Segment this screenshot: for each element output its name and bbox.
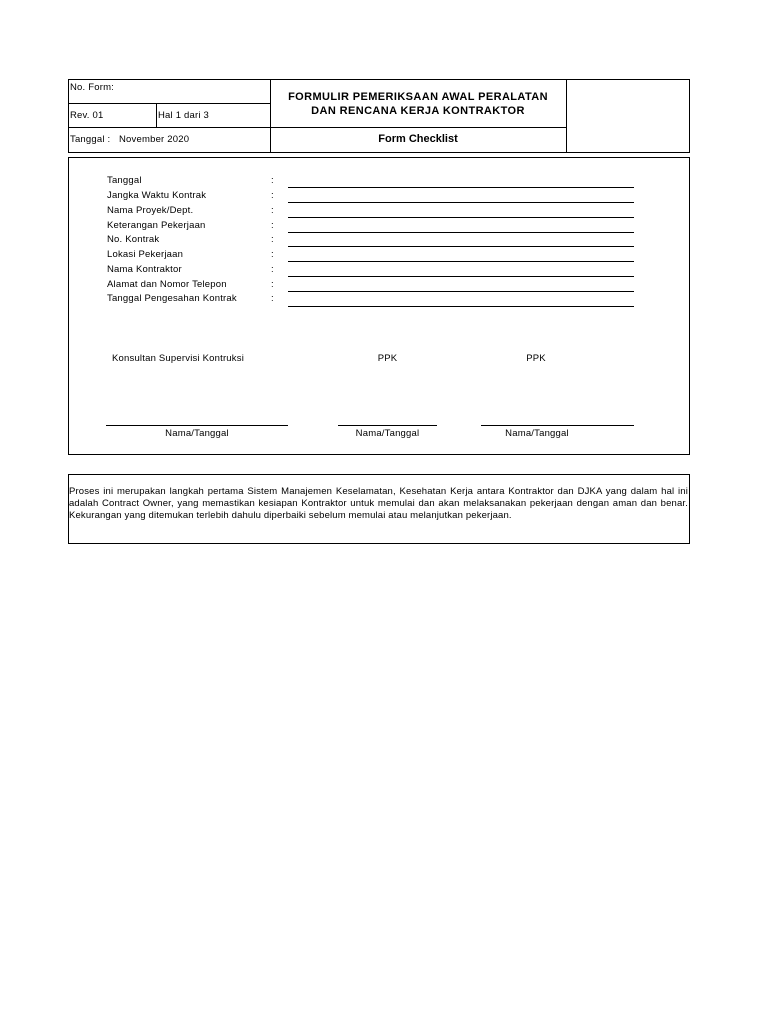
rev-label: Rev. 01 xyxy=(70,110,104,121)
signature-caption: Nama/Tanggal xyxy=(505,428,569,439)
date-label: Tanggal : xyxy=(70,134,111,145)
signature-role: Konsultan Supervisi Kontruksi xyxy=(112,353,245,364)
header-divider xyxy=(566,79,567,153)
field-colon: : xyxy=(271,190,274,201)
no-form-label: No. Form: xyxy=(70,82,115,93)
field-input-line[interactable] xyxy=(288,187,634,188)
page-number: Hal 1 dari 3 xyxy=(158,110,209,121)
signature-role: PPK xyxy=(377,353,398,364)
field-label: No. Kontrak xyxy=(107,234,160,245)
note-text: Proses ini merupakan langkah pertama Sistem Manajemen Keselamatan, Kesehatan Kerja antara Kontraktor dan DJKA yang dalam hal ini adalah Contract Owner, yang memastikan kesiapan Kontraktor untuk memulai dan akan melaksanakan pekerjaan dengan aman dan benar. Kekurangan yang ditemukan terlebih dahulu diperbaiki sebelum memulai atau melanjutkan pekerjaan. xyxy=(69,486,688,521)
header-divider xyxy=(68,127,566,128)
field-colon: : xyxy=(271,293,274,304)
field-input-line[interactable] xyxy=(288,261,634,262)
field-input-line[interactable] xyxy=(288,291,634,292)
field-label: Alamat dan Nomor Telepon xyxy=(107,279,227,290)
field-label: Jangka Waktu Kontrak xyxy=(107,190,207,201)
signature-line[interactable] xyxy=(338,425,437,426)
form-title-line-2: DAN RENCANA KERJA KONTRAKTOR xyxy=(311,105,525,117)
field-colon: : xyxy=(271,220,274,231)
field-label: Nama Proyek/Dept. xyxy=(107,205,194,216)
field-colon: : xyxy=(271,205,274,216)
field-label: Tanggal Pengesahan Kontrak xyxy=(107,293,237,304)
signature-line[interactable] xyxy=(106,425,288,426)
field-input-line[interactable] xyxy=(288,217,634,218)
form-subtitle: Form Checklist xyxy=(378,133,458,145)
date-value: November 2020 xyxy=(119,134,190,145)
field-label: Keterangan Pekerjaan xyxy=(107,220,206,231)
field-colon: : xyxy=(271,249,274,260)
field-colon: : xyxy=(271,234,274,245)
field-label: Tanggal xyxy=(107,175,142,186)
header-divider xyxy=(156,103,157,127)
signature-caption: Nama/Tanggal xyxy=(355,428,420,439)
field-input-line[interactable] xyxy=(288,246,634,247)
field-label: Nama Kontraktor xyxy=(107,264,182,275)
field-input-line[interactable] xyxy=(288,202,634,203)
form-title-line-1: FORMULIR PEMERIKSAAN AWAL PERALATAN xyxy=(288,91,548,103)
field-colon: : xyxy=(271,175,274,186)
signature-caption: Nama/Tanggal xyxy=(165,428,229,439)
header-divider xyxy=(68,103,270,104)
form-title xyxy=(270,90,566,118)
field-colon: : xyxy=(271,279,274,290)
field-input-line[interactable] xyxy=(288,276,634,277)
field-input-line[interactable] xyxy=(288,306,634,307)
field-label: Lokasi Pekerjaan xyxy=(107,249,184,260)
field-input-line[interactable] xyxy=(288,232,634,233)
top-rule xyxy=(288,157,634,158)
field-colon: : xyxy=(271,264,274,275)
signature-role: PPK xyxy=(526,353,546,364)
signature-line[interactable] xyxy=(481,425,634,426)
